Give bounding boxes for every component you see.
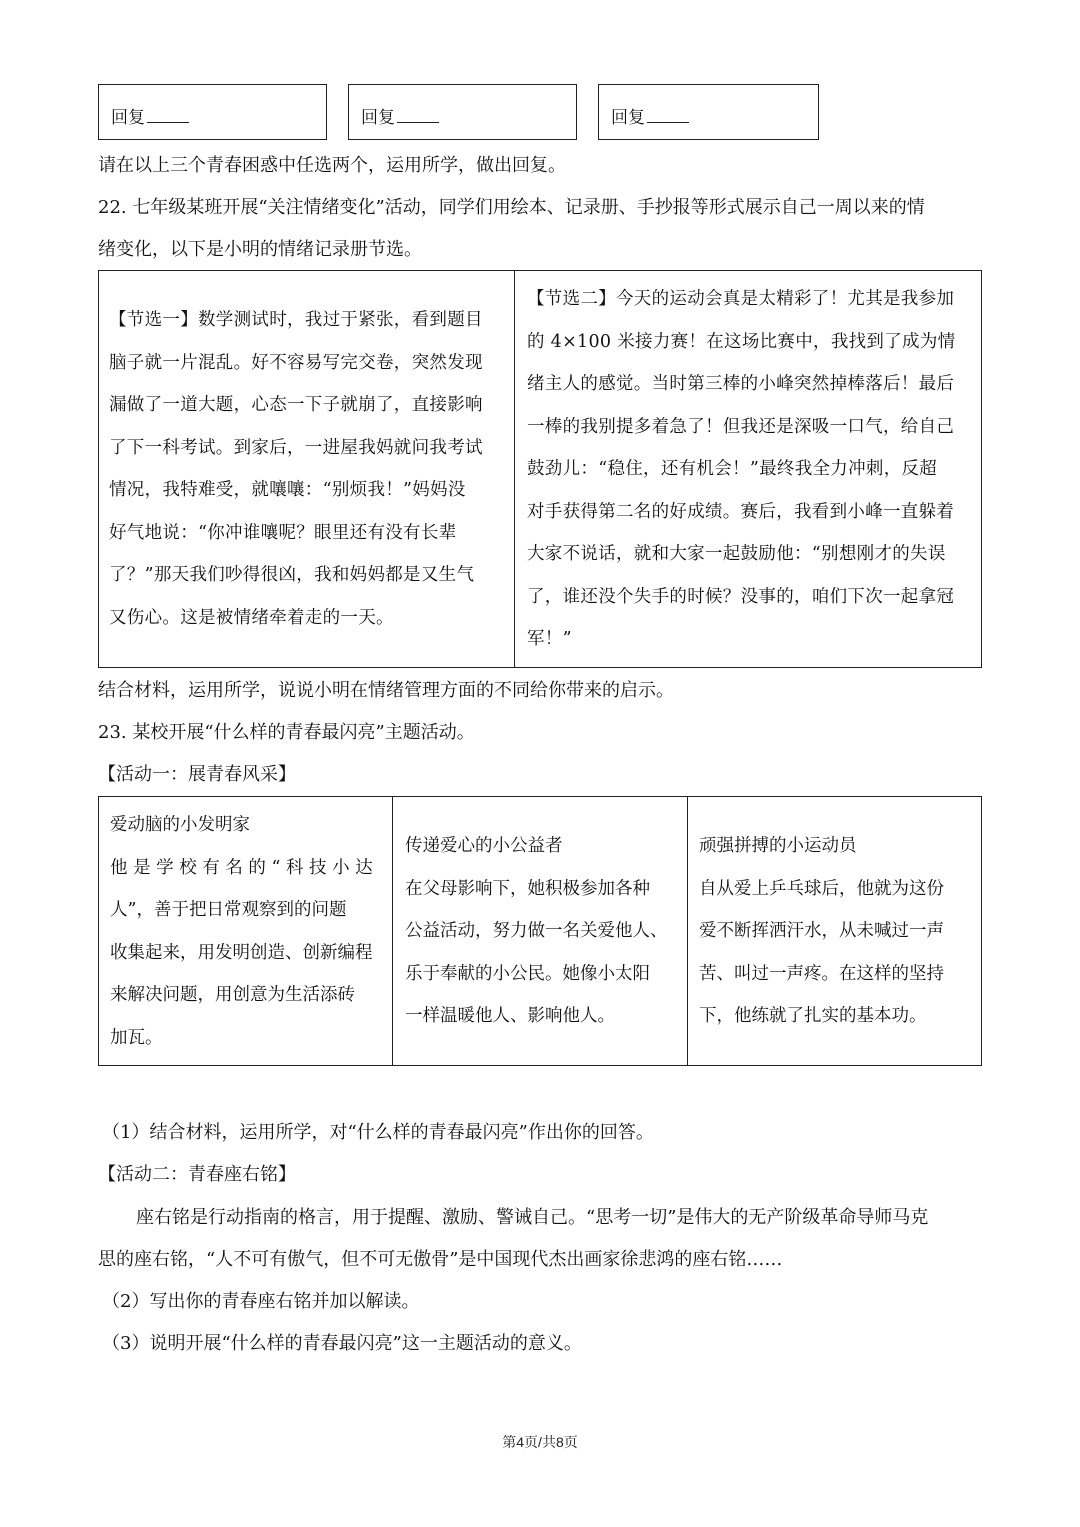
reply-box-1 xyxy=(98,84,327,140)
excerpt-one-line: 脑子就一片混乱。好不容易写完交卷，突然发现 xyxy=(109,352,483,373)
excerpt-two-line: 对手获得第二名的好成绩。赛后，我看到小峰一直躲着 xyxy=(527,501,955,522)
profile-inventor xyxy=(110,804,373,1059)
reply-blank[interactable] xyxy=(397,107,439,123)
profile-athlete-line: 顽强拼搏的小运动员 xyxy=(699,836,857,856)
profile-athlete-line: 下，他练就了扎实的基本功。 xyxy=(699,1006,927,1026)
excerpt-two-line: 军！” xyxy=(527,629,572,649)
profile-inventor-line: 来解决问题，用创意为生活添砖 xyxy=(110,985,355,1005)
motto-paragraph-line1: 座右铭是行动指南的格言，用于提醒、激励、警诫自己。“思考一切”是伟大的无产阶级革命导师马克 xyxy=(136,1207,929,1228)
excerpt-two-line: 绪主人的感觉。当时第三棒的小峰突然掉棒落后！最后 xyxy=(527,374,955,394)
q21-instruction: 请在以上三个青春困惑中任选两个，运用所学，做出回复。 xyxy=(98,155,566,176)
profile-volunteer-line: 在父母影响下，她积极参加各种 xyxy=(405,878,650,899)
excerpt-one-line: 了下一科考试。到家后，一进屋我妈就问我考试 xyxy=(109,437,483,458)
q22-stem-line2: 绪变化，以下是小明的情绪记录册节选。 xyxy=(98,239,422,260)
reply-box-2 xyxy=(348,84,577,140)
profile-inventor-line: 爱动脑的小发明家 xyxy=(110,815,250,835)
profile-volunteer-line: 乐于奉献的小公民。她像小太阳 xyxy=(405,963,650,984)
q23-sub3: （3）说明开展“什么样的青春最闪亮”这一主题活动的意义。 xyxy=(102,1333,582,1354)
profile-inventor-line: 人”，善于把日常观察到的问题 xyxy=(110,900,347,920)
q22-question: 结合材料，运用所学，说说小明在情绪管理方面的不同给你带来的启示。 xyxy=(98,680,674,701)
q23-sub2: （2）写出你的青春座右铭并加以解读。 xyxy=(102,1291,420,1312)
q22-stem-line1: 22. 七年级某班开展“关注情绪变化”活动，同学们用绘本、记录册、手抄报等形式展示自己一周以来的情 xyxy=(98,197,925,218)
profile-inventor-line: 加瓦。 xyxy=(110,1027,163,1048)
profile-athlete xyxy=(699,825,944,1038)
reply-label: 回复 xyxy=(361,108,395,128)
reply-box-3 xyxy=(598,84,819,140)
table-divider xyxy=(514,270,515,668)
profile-athlete-line: 爱不断挥洒汗水，从未喊过一声 xyxy=(699,921,944,941)
profile-athlete-line: 自从爱上乒乓球后，他就为这份 xyxy=(699,878,944,899)
activity-two-heading: 【活动二：青春座右铭】 xyxy=(98,1164,296,1185)
q23-sub1: （1）结合材料，运用所学，对“什么样的青春最闪亮”作出你的回答。 xyxy=(102,1122,654,1143)
excerpt-one-line: 好气地说：“你冲谁嚷呢？眼里还有没有长辈 xyxy=(109,522,457,543)
excerpt-two-line: 的 4×100 米接力赛！在这场比赛中，我找到了成为情 xyxy=(527,331,956,352)
excerpt-two-line: 【节选二】今天的运动会真是太精彩了！尤其是我参加 xyxy=(527,289,955,309)
excerpt-one-line: 情况，我特难受，就嚷嚷：“别烦我！”妈妈没 xyxy=(109,480,466,500)
excerpt-two-line: 鼓劲儿：“稳住，还有机会！”最终我全力冲刺，反超 xyxy=(527,459,938,479)
excerpt-one-line: 又伤心。这是被情绪牵着走的一天。 xyxy=(109,607,394,628)
table-divider xyxy=(687,796,688,1066)
motto-paragraph-line2: 思的座右铭，“人不可有傲气，但不可无傲骨”是中国现代杰出画家徐悲鸿的座右铭…… xyxy=(98,1249,783,1270)
excerpt-one xyxy=(109,299,483,639)
reply-label: 回复 xyxy=(111,108,145,128)
profile-inventor-line: 他 是 学 校 有 名 的 “ 科 技 小 达 xyxy=(110,857,373,878)
profile-volunteer-line: 公益活动，努力做一名关爱他人、 xyxy=(405,921,668,941)
profile-inventor-line: 收集起来，用发明创造、创新编程 xyxy=(110,942,373,963)
reply-blank[interactable] xyxy=(647,107,689,123)
excerpt-one-line: 漏做了一道大题，心态一下子就崩了，直接影响 xyxy=(109,395,483,415)
activity-one-heading: 【活动一：展青春风采】 xyxy=(98,764,296,785)
excerpt-one-line: 了？”那天我们吵得很凶，我和妈妈都是又生气 xyxy=(109,565,475,585)
q23-title: 23. 某校开展“什么样的青春最闪亮”主题活动。 xyxy=(98,722,475,743)
excerpt-two xyxy=(527,278,955,661)
excerpt-two-line: 大家不说话，就和大家一起鼓励他：“别想刚才的失误 xyxy=(527,544,946,564)
excerpt-one-line: 【节选一】数学测试时，我过于紧张，看到题目 xyxy=(109,310,483,330)
profile-volunteer-line: 一样温暖他人、影响他人。 xyxy=(405,1006,615,1026)
page-number: 第4页/共8页 xyxy=(502,1434,578,1450)
profile-volunteer xyxy=(405,825,668,1038)
excerpt-two-line: 了，谁还没个失手的时候？没事的，咱们下次一起拿冠 xyxy=(527,586,955,607)
reply-blank[interactable] xyxy=(147,107,189,123)
excerpt-two-line: 一棒的我别提多着急了！但我还是深吸一口气，给自己 xyxy=(527,416,955,437)
profile-volunteer-line: 传递爱心的小公益者 xyxy=(405,836,563,856)
profile-athlete-line: 苦、叫过一声疼。在这样的坚持 xyxy=(699,963,944,984)
table-divider xyxy=(392,796,393,1066)
reply-label: 回复 xyxy=(611,108,645,128)
